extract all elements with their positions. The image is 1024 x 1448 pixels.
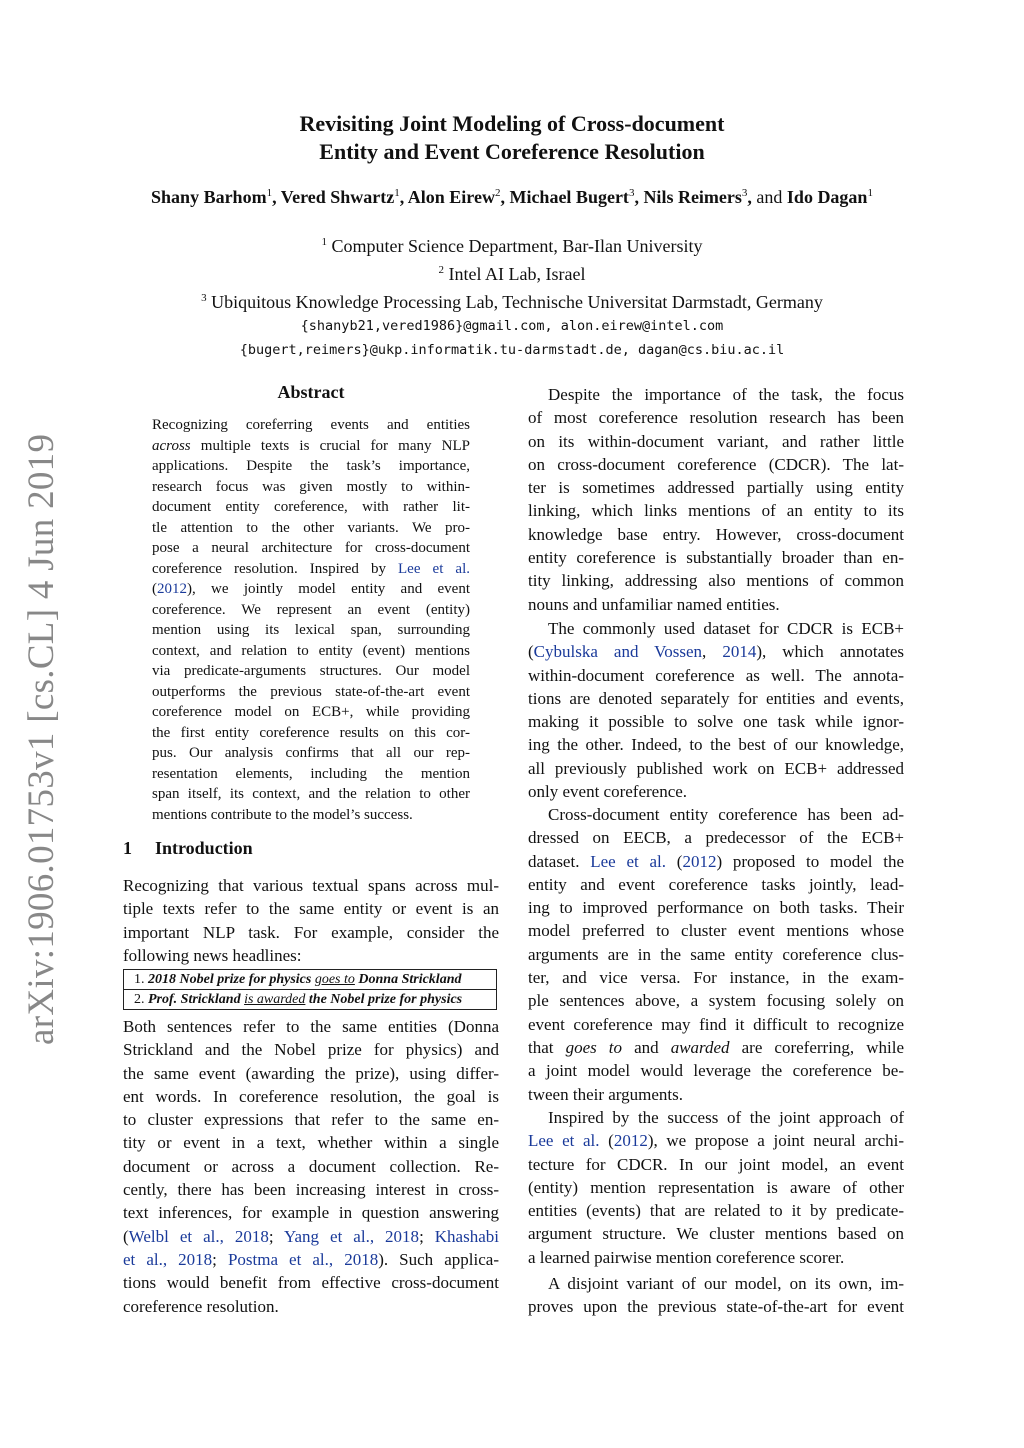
headline-examples-box — [123, 969, 497, 1010]
text-line: resentation elements, including the mention — [152, 765, 470, 782]
text-line: outperforms the previous state-of-the-art event — [152, 683, 470, 700]
email-line-1: {shanyb21,vered1986}@gmail.com, alon.eirew@intel.com — [300, 318, 724, 334]
text-line: making it possible to solve one task while ignor- — [528, 712, 904, 732]
text-line: of most coreference resolution research has been — [528, 408, 904, 428]
text-line: (Cybulska and Vossen, 2014), which annotates — [528, 642, 905, 662]
text-line: linking, which links mentions of an entity to its — [528, 501, 904, 521]
text-line: tween their arguments. — [528, 1084, 684, 1104]
text-line: pus. Our analysis confirms that all our rep- — [152, 745, 470, 761]
text-line: Recognizing coreferring events and entities — [152, 417, 470, 433]
title-line-1: Revisiting Joint Modeling of Cross-document — [299, 111, 725, 136]
text-line: only event coreference. — [528, 782, 688, 802]
text-line: tity linking, addressing also mentions of common — [528, 571, 904, 591]
abstract-body — [152, 415, 470, 825]
text-line: applications. Despite the task’s importance, — [152, 458, 470, 474]
text-line: Inspired by the success of the joint approach of — [548, 1108, 904, 1127]
author-affiliation-mark: 1 — [867, 187, 873, 199]
text-line: the same event (awarding the prize), using differ- — [123, 1063, 499, 1083]
text-line: Cross-document entity coreference has been ad- — [548, 805, 904, 824]
text-line: dataset. Lee et al. (2012) proposed to model the — [528, 851, 904, 871]
title-line-2: Entity and Event Coreference Resolution — [319, 139, 705, 164]
text-line: A disjoint variant of our model, on its own, im- — [548, 1274, 904, 1293]
author-affiliation-mark: 3 — [741, 187, 748, 199]
text-line: tity or event in a text, whether within a single — [123, 1133, 499, 1153]
text-line: context, and relation to entity (event) mentions — [152, 642, 470, 659]
headline-example: 2. Prof. Strickland is awarded the Nobel prize for physics — [124, 989, 496, 1009]
text-line: that goes to and awarded are coreferring, while — [528, 1037, 905, 1057]
text-line: ing the other. Indeed, to the best of our knowledge, — [528, 735, 904, 755]
text-line: via predicate-arguments structures. Our model — [152, 663, 470, 679]
text-line: proves upon the previous state-of-the-art for event — [528, 1297, 904, 1317]
text-line: argument structure. We cluster mentions based on — [528, 1224, 904, 1244]
author-affiliation-mark: 1 — [394, 187, 400, 199]
text-line: following news headlines: — [123, 945, 302, 965]
text-line: ent words. In coreference resolution, the goal is — [123, 1086, 499, 1106]
headline-example: 1. 2018 Nobel prize for physics goes to Donna Strickland — [134, 972, 462, 987]
text-line: coreference. We represent an event (entity) — [152, 601, 470, 618]
text-line: coreference resolution. — [123, 1296, 279, 1316]
section-number: 1 — [123, 838, 132, 858]
text-line: ple sentences above, a system focusing solely on — [528, 991, 904, 1011]
text-line: important NLP task. For example, consider the — [123, 922, 499, 942]
text-line: ter is sometimes addressed partially using entity — [528, 478, 904, 498]
text-line: (entity) mention representation is aware of other — [528, 1177, 904, 1197]
author-name: Vered Shwartz — [280, 187, 395, 207]
text-line: entities (events) that are related to it by predicate- — [528, 1201, 904, 1221]
text-line: a learned pairwise mention coreference scorer. — [528, 1247, 845, 1267]
text-line: all previously published work on ECB+ addressed — [528, 758, 904, 778]
arxiv-stamp: arXiv:1906.01753v1 [cs.CL] 4 Jun 2019 — [21, 433, 62, 1045]
authors-and: and — [756, 187, 787, 207]
text-line: entity and event coreference tasks jointly, lead- — [528, 874, 904, 894]
text-line: text inferences, for example in question answering — [123, 1203, 499, 1223]
intro-paragraph-1 — [123, 874, 499, 967]
text-line: ing to improved performance on both tasks. Their — [528, 898, 904, 918]
text-line: ter, and vice versa. For instance, in the exam- — [528, 968, 904, 988]
text-line: tle attention to the other variants. We pro- — [152, 519, 470, 536]
text-line: event coreference may find it difficult to recognize — [528, 1014, 904, 1034]
right-paragraph-4 — [528, 1106, 904, 1269]
text-line: tiple texts refer to the same entity or event is an — [123, 899, 499, 919]
intro-paragraph-2 — [123, 1015, 499, 1318]
text-line: pose a neural architecture for cross-document — [152, 540, 470, 556]
text-line: Lee et al. (2012), we propose a joint neural archi- — [528, 1131, 905, 1151]
text-line: to cluster expressions that refer to the same en- — [123, 1110, 499, 1130]
text-line: Despite the importance of the task, the focus — [548, 385, 904, 404]
text-line: tions would benefit from effective cross-document — [123, 1273, 499, 1293]
text-line: research focus was given mostly to within- — [152, 478, 470, 495]
author-name: Alon Eirew — [407, 187, 495, 207]
text-line: mention using its lexical span, surrounding — [152, 622, 470, 638]
text-line: knowledge base entry. However, cross-document — [528, 524, 904, 544]
text-line: (2012), we jointly model entity and event — [152, 581, 470, 597]
text-line: et al., 2018; Postma et al., 2018). Such applica- — [123, 1249, 499, 1269]
text-line: mentions contribute to the model’s success. — [152, 806, 413, 823]
text-line: coreference resolution. Inspired by Lee et al. — [152, 560, 470, 577]
author-affiliation-mark: 1 — [266, 187, 273, 199]
author-name: Nils Reimers — [643, 187, 742, 207]
affiliation-line: $^2$ Intel AI Lab, Israel — [438, 264, 586, 284]
text-line: Strickland and the Nobel prize for physics) and — [123, 1040, 499, 1060]
section-heading-introduction — [123, 838, 253, 859]
text-line: on its within-document variant, and rather little — [528, 431, 904, 451]
text-line: tecture for CDCR. In our joint model, an event — [528, 1154, 904, 1174]
text-line: Recognizing that various textual spans across mul- — [123, 876, 499, 895]
affiliations — [0, 230, 1024, 362]
text-line: within-document coreference as well. The annota- — [528, 665, 904, 685]
text-line: model preferred to cluster event mentions whose — [528, 921, 904, 941]
text-line: cently, there has been increasing interest in cross- — [123, 1180, 499, 1200]
paper-title — [0, 110, 1024, 166]
text-line: (Welbl et al., 2018; Yang et al., 2018; Khashabi — [123, 1226, 499, 1246]
author-name: Michael Bugert — [509, 187, 629, 207]
author-name: Shany Barhom — [151, 187, 267, 207]
affiliation-line: $^3$ Ubiquitous Knowledge Processing Lab, Technische Universitat Darmstadt, Germany — [201, 292, 823, 312]
author-affiliation-mark: 3 — [628, 187, 635, 199]
text-line: document entity coreference, with rather lit- — [152, 499, 470, 515]
right-paragraph-1 — [528, 383, 904, 616]
text-line: on cross-document coreference (CDCR). The lat- — [528, 454, 904, 474]
text-line: across multiple texts is crucial for many NLP — [152, 437, 470, 454]
author-affiliation-mark: 2 — [494, 187, 501, 199]
text-line: the first entity coreference results on this cor- — [152, 724, 470, 741]
text-line: The commonly used dataset for CDCR is ECB+ — [548, 619, 904, 638]
text-line: arguments are in the same entity coreference clus- — [528, 944, 904, 964]
text-line: a joint model would leverage the coreference be- — [528, 1061, 904, 1081]
abstract-heading: Abstract — [277, 382, 345, 402]
text-line: document or across a document collection. Re- — [123, 1156, 499, 1176]
right-paragraph-2 — [528, 617, 904, 803]
right-paragraph-3 — [528, 803, 904, 1106]
author-name: Ido Dagan — [786, 187, 868, 207]
section-title: Introduction — [155, 838, 253, 858]
text-line: entity coreference is substantially broader than en- — [528, 548, 904, 568]
text-line: Both sentences refer to the same entities (Donna — [123, 1017, 499, 1036]
author-list: Shany Barhom$^1$, Vered Shwartz$^1$, Alon Eirew$^2$, Michael Bugert$^3$, Nils Reimers$^3$, and Ido Dagan$^1$ — [151, 187, 873, 207]
affiliation-line: $^1$ Computer Science Department, Bar-Ilan University — [321, 236, 703, 256]
text-line: coreference model on ECB+, while providing — [152, 704, 470, 720]
text-line: nouns and unfamiliar named entities. — [528, 594, 780, 614]
text-line: dressed on EECB, a predecessor of the ECB+ — [528, 828, 904, 848]
text-line: tions are denoted separately for entities and events, — [528, 688, 904, 708]
text-line: span itself, its context, and the relation to other — [152, 786, 470, 802]
email-line-2: {bugert,reimers}@ukp.informatik.tu-darmstadt.de, dagan@cs.biu.ac.il — [239, 342, 785, 358]
right-paragraph-5 — [528, 1272, 904, 1319]
